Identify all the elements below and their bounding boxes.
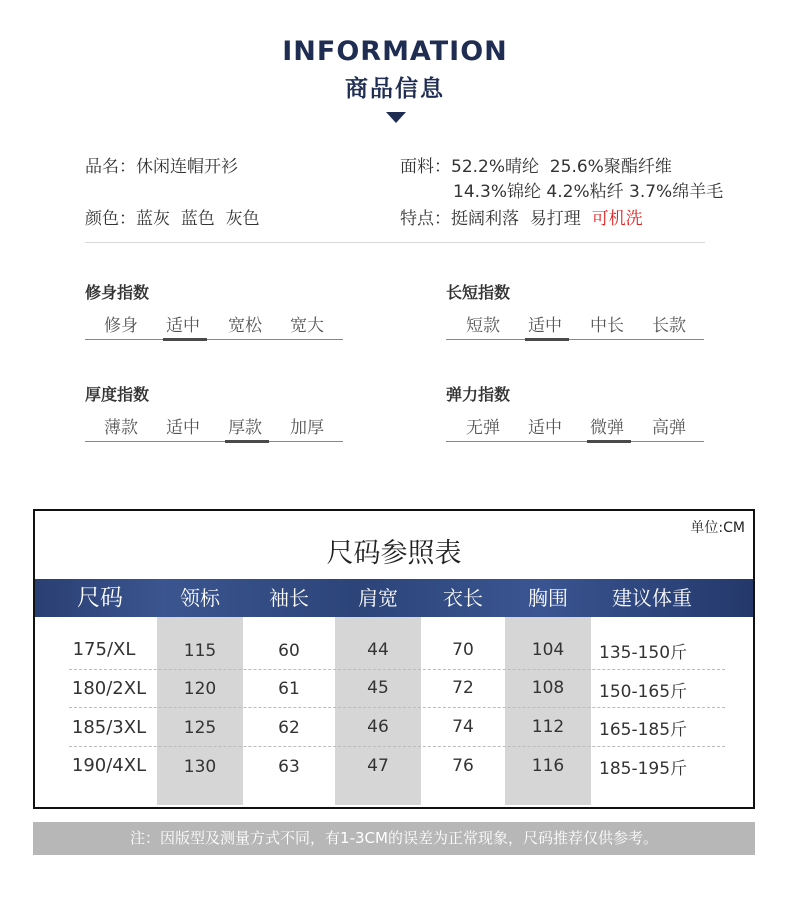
table-cell: 104 (531, 640, 565, 660)
table-cell: 150-165斤 (599, 682, 688, 702)
table-cell: 63 (278, 757, 300, 777)
table-cell: 62 (278, 718, 300, 738)
index-option: 宽松 (228, 316, 262, 336)
table-cell: 47 (367, 756, 389, 776)
size-table-unit: 单位:CM (690, 520, 745, 536)
index-line-thickness (85, 441, 343, 442)
index-option: 适中 (166, 418, 200, 438)
product-name-value: 休闲连帽开衫 (136, 157, 238, 177)
index-option: 修身 (104, 316, 138, 336)
index-option: 厚款 (228, 418, 262, 438)
table-cell: 190/4XL (71, 755, 147, 776)
header-cell: 领标 (180, 586, 220, 610)
fabric-line-1: 52.2%晴纶 25.6%聚酯纤维 (451, 157, 672, 177)
header-cell: 胸围 (528, 586, 568, 610)
table-cell: 115 (183, 641, 217, 661)
table-cell: 180/2XL (71, 678, 147, 699)
feature-label: 特点： (400, 209, 451, 229)
table-cell: 108 (531, 678, 565, 698)
index-option: 适中 (166, 316, 200, 336)
index-options-thickness (90, 413, 338, 438)
down-triangle-icon (386, 112, 406, 123)
table-cell: 185/3XL (71, 717, 147, 738)
size-table-header (35, 579, 753, 617)
product-name-label: 品名： (85, 157, 136, 177)
disclaimer-note: 注：因版型及测量方式不同，有1-3CM的误差为正常现象，尺码推荐仅供参考。 (33, 822, 755, 855)
product-name-row (85, 152, 238, 177)
size-table (33, 509, 755, 809)
index-option: 适中 (528, 418, 562, 438)
table-cell: 116 (531, 756, 565, 776)
header-cell: 建议体重 (612, 586, 692, 610)
divider (85, 242, 705, 243)
index-selected-marker-thickness (225, 440, 269, 443)
table-cell: 45 (367, 678, 389, 698)
feature-highlight: 可机洗 (591, 209, 643, 229)
index-option: 长款 (652, 316, 686, 336)
table-cell: 60 (278, 641, 300, 661)
row-divider (69, 746, 725, 747)
product-color-label: 颜色： (85, 209, 136, 229)
index-option: 宽大 (290, 316, 324, 336)
row-divider (69, 669, 725, 670)
table-cell: 72 (452, 678, 474, 698)
size-table-title: 尺码参照表 (326, 538, 462, 569)
table-cell: 74 (452, 717, 474, 737)
table-cell: 130 (183, 757, 217, 777)
feature-value: 挺阔利落 易打理 (451, 209, 592, 229)
index-selected-marker-fit (163, 338, 207, 341)
index-options-fit (90, 311, 338, 336)
index-option: 微弹 (590, 418, 624, 438)
index-title-length: 长短指数 (446, 283, 511, 302)
fabric-row (400, 152, 672, 177)
index-title-elasticity: 弹力指数 (446, 385, 511, 404)
header-title-cn: 商品信息 (345, 76, 445, 102)
index-options-elasticity (452, 413, 700, 438)
fabric-label: 面料： (400, 157, 451, 177)
index-option: 加厚 (290, 418, 324, 438)
product-color-value: 蓝灰 蓝色 灰色 (136, 209, 260, 229)
header-title-en: INFORMATION (282, 36, 508, 67)
index-option: 短款 (466, 316, 500, 336)
index-option: 中长 (590, 316, 624, 336)
table-cell: 175/XL (72, 639, 136, 660)
table-cell: 125 (183, 718, 217, 738)
table-cell: 61 (278, 679, 300, 699)
index-title-thickness: 厚度指数 (85, 385, 150, 404)
index-line-elasticity (446, 441, 704, 442)
table-cell: 46 (367, 717, 389, 737)
index-selected-marker-elasticity (587, 440, 631, 443)
table-cell: 165-185斤 (599, 720, 688, 740)
index-options-length (452, 311, 700, 336)
index-title-fit: 修身指数 (85, 283, 150, 302)
index-line-fit (85, 339, 343, 340)
table-cell: 112 (531, 717, 565, 737)
table-cell: 70 (452, 640, 474, 660)
table-cell: 120 (183, 679, 217, 699)
product-color-row (85, 204, 260, 229)
index-selected-marker-length (525, 338, 569, 341)
index-line-length (446, 339, 704, 340)
header-cell: 衣长 (443, 586, 483, 610)
table-cell: 44 (367, 640, 389, 660)
fabric-line-2: 14.3%锦纶 4.2%粘纤 3.7%绵羊毛 (453, 182, 724, 202)
table-cell: 76 (452, 756, 474, 776)
header-cell: 尺码 (77, 585, 123, 611)
index-option: 适中 (528, 316, 562, 336)
header-cell: 袖长 (269, 586, 309, 610)
index-option: 高弹 (652, 418, 686, 438)
table-cell: 135-150斤 (599, 643, 688, 663)
row-divider (69, 707, 725, 708)
header-cell: 肩宽 (358, 586, 398, 610)
index-option: 无弹 (466, 418, 500, 438)
table-cell: 185-195斤 (599, 759, 688, 779)
index-option: 薄款 (104, 418, 138, 438)
feature-row (400, 204, 643, 229)
